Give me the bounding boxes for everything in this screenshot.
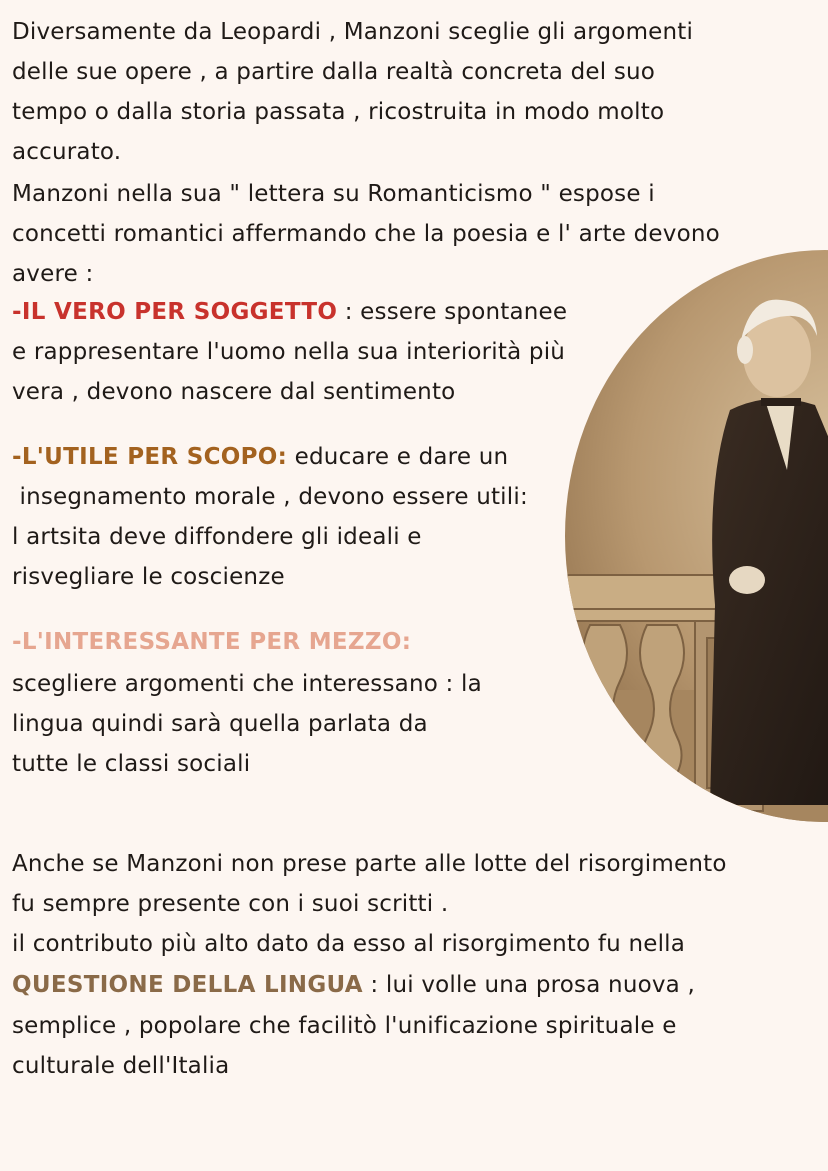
point1-first-rest: : essere spontanee <box>337 299 568 325</box>
point2-line: risvegliare le coscienze <box>12 564 285 590</box>
intro-line: Diversamente da Leopardi , Manzoni sceglie gli argomenti <box>12 19 694 45</box>
point1-line: e rappresentare l'uomo nella sua interiorità più <box>12 339 566 365</box>
conclusion-line: il contributo più alto dato da esso al risorgimento fu nella <box>12 931 686 957</box>
point1-first-line <box>12 292 567 332</box>
point3-line: tutte le classi sociali <box>12 751 251 777</box>
intro-line: avere : <box>12 261 94 287</box>
point2-first-rest: educare e dare un <box>287 444 509 470</box>
intro-line: delle sue opere , a partire dalla realtà concreta del suo <box>12 59 656 85</box>
portrait-photo <box>565 250 828 822</box>
conclusion-line: fu sempre presente con i suoi scritti . <box>12 891 449 917</box>
conclusion-line: semplice , popolare che facilitò l'unificazione spirituale e <box>12 1013 677 1039</box>
point3-heading: -L'INTERESSANTE PER MEZZO: <box>12 629 412 655</box>
point1-heading: -IL VERO PER SOGGETTO <box>12 299 338 325</box>
intro-line: concetti romantici affermando che la poesia e l' arte devono <box>12 221 720 247</box>
conclusion-heading: QUESTIONE DELLA LINGUA <box>12 972 363 998</box>
conclusion-heading-rest: : lui volle una prosa nuova , <box>362 972 695 998</box>
point2-line: insegnamento morale , devono essere utili: <box>12 484 528 510</box>
intro-line: accurato. <box>12 139 122 165</box>
point2-heading: -L'UTILE PER SCOPO: <box>12 444 288 470</box>
point3-line: scegliere argomenti che interessano : la <box>12 671 482 697</box>
intro-line: tempo o dalla storia passata , ricostruita in modo molto <box>12 99 665 125</box>
conclusion-line: Anche se Manzoni non prese parte alle lotte del risorgimento <box>12 851 727 877</box>
point3-line: lingua quindi sarà quella parlata da <box>12 711 428 737</box>
point2-first-line <box>12 437 508 477</box>
intro-line: Manzoni nella sua " lettera su Romanticismo " espose i <box>12 181 655 207</box>
point1-line: vera , devono nascere dal sentimento <box>12 379 456 405</box>
point2-line: l artsita deve diffondere gli ideali e <box>12 524 422 550</box>
conclusion-line: culturale dell'Italia <box>12 1053 230 1079</box>
conclusion-heading-line <box>12 965 695 1005</box>
